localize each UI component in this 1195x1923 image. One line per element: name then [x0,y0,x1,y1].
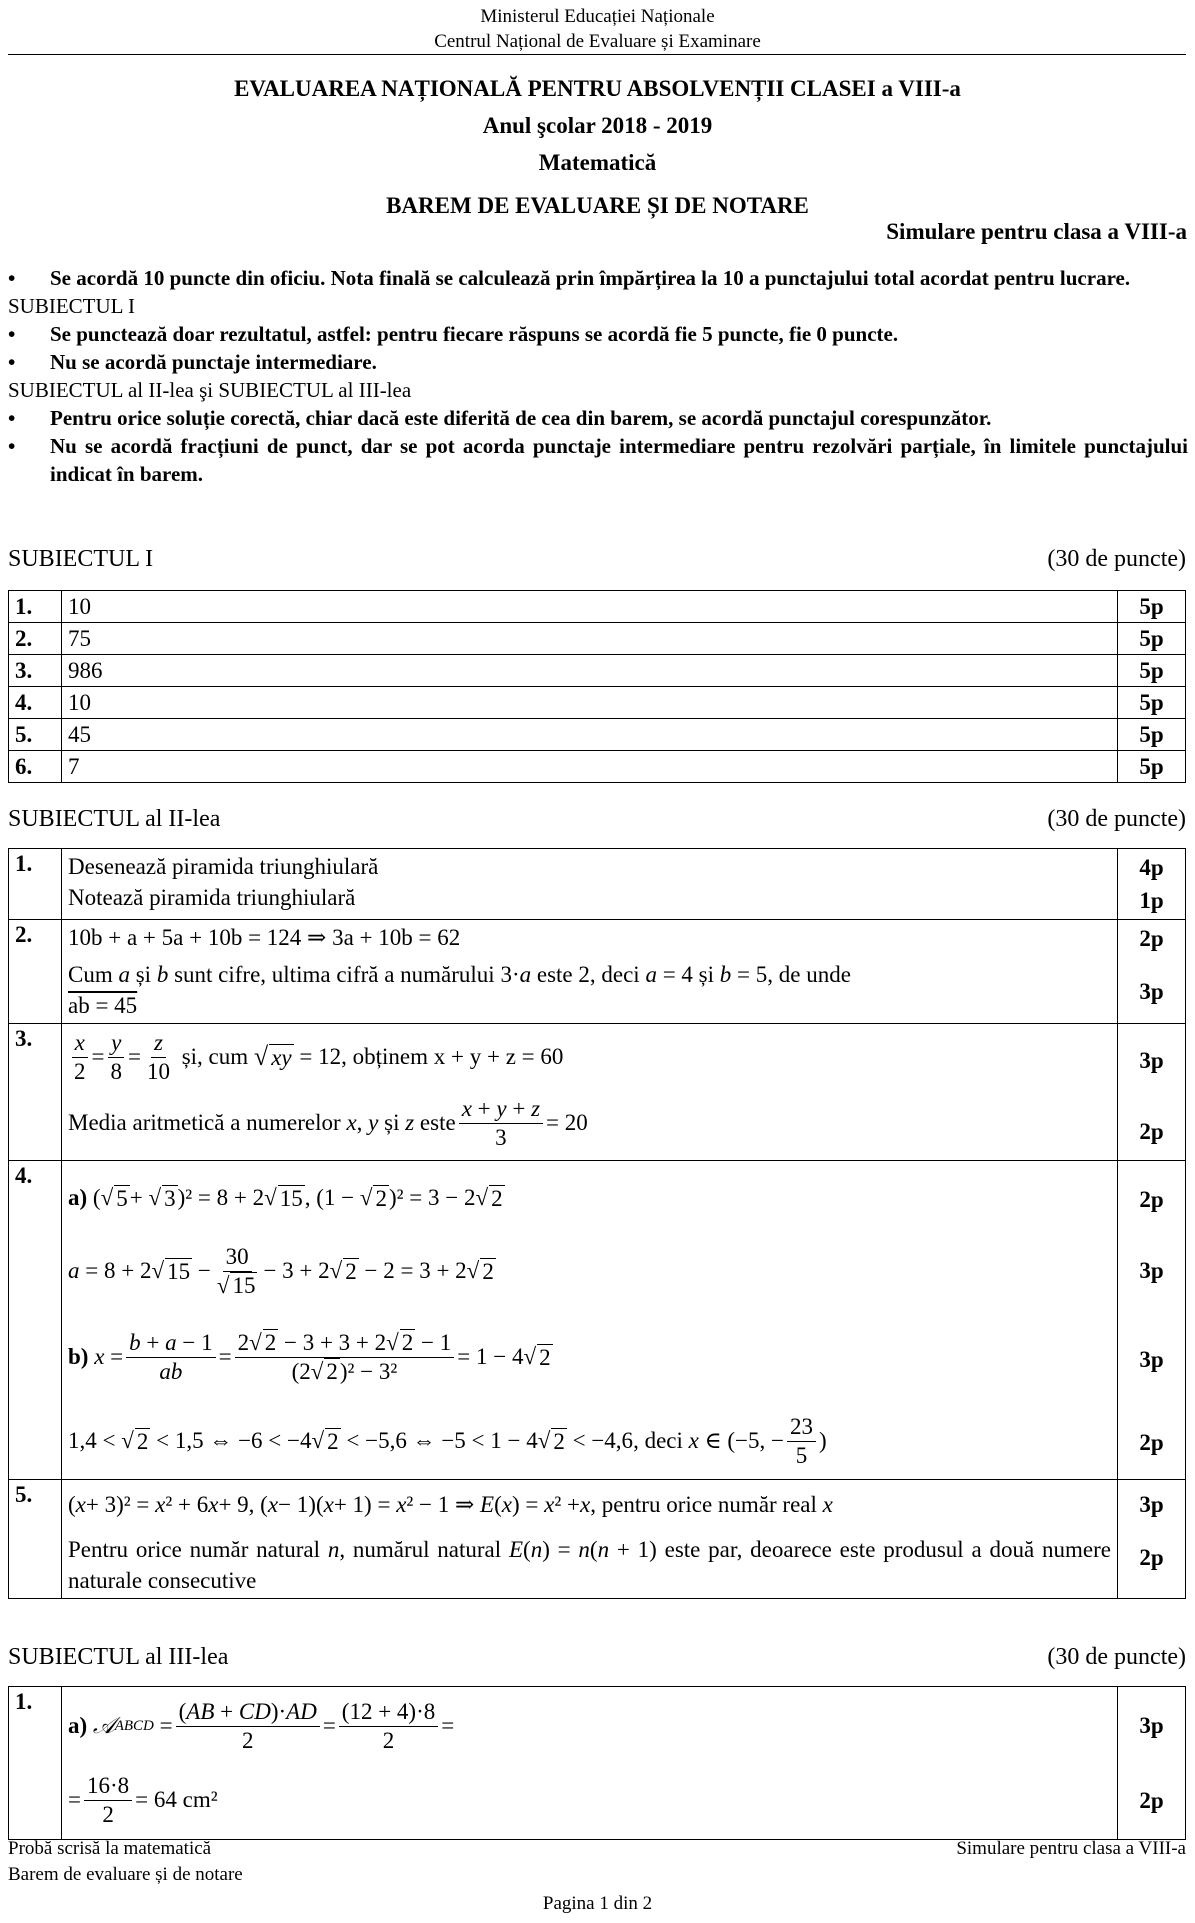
section-title: SUBIECTUL al III-lea [8,1644,229,1670]
item-number: 2. [9,623,62,655]
barem-title: BAREM DE EVALUARE ȘI DE NOTARE [386,193,809,218]
solution-line: b) x = $\frac{b + a - 1}{ab}$ = $\frac{2√ 2 - 3 + 3 + 2√ 2 - 1}{\text{(2√ 2)² − 3²}}$ = 1 − 4√ 2 [68,1329,551,1384]
item-number: 5. [9,719,62,751]
item-solution [62,920,1118,1024]
item-answer: 986 [62,655,1118,687]
item-points [1118,849,1186,920]
points-value: 3p [1139,979,1164,1004]
section3-table [8,1686,1186,1840]
center-name: Centrul Național de Evaluare și Examinare [434,31,761,52]
section-title: SUBIECTUL al II-lea [8,806,221,832]
solution-line: a) 𝒜 ABCD = $\frac{(AB + CD)\cdot AD}{2}$ = $\frac{(12 + 4)\cdot 8}{2}$ = [68,1698,455,1753]
item-points: 5p [1118,623,1186,655]
item-solution [62,849,1118,920]
section2-heading [8,806,1186,833]
page-footer [8,1836,1186,1888]
points-value: 2p [1139,1545,1164,1570]
item-points: 5p [1118,719,1186,751]
section-points: (30 de puncte) [1047,806,1186,832]
points-value: 2p [1139,1187,1164,1212]
section-points: (30 de puncte) [1047,1644,1186,1670]
item-points [1118,1480,1186,1599]
footer-exam: Probă scrisă la matematică [8,1838,212,1859]
points-value: 3p [1139,1048,1164,1073]
item-solution [62,1480,1118,1599]
instructions [8,264,1188,488]
item-number: 4. [9,687,62,719]
item-answer: 75 [62,623,1118,655]
solution-line: a = 8 + 2√ 15 − $\frac{30}{√ 15}$ − 3 + 2√ 2 − 2 = 3 + 2√ 2 [68,1243,494,1298]
item-number: 1. [9,849,62,920]
section1-table [8,590,1186,783]
footer-barem: Barem de evaluare și de notare [8,1864,243,1885]
item-number: 1. [9,591,62,623]
table-row [9,1161,1186,1480]
item-number: 6. [9,751,62,783]
page-number: Pagina 1 din 2 [542,1893,653,1914]
item-solution [62,1161,1118,1480]
points-value: 2p [1139,1119,1164,1144]
item-solution [62,1687,1118,1840]
solution-line: Cum a și b sunt cifre, ultima cifră a numărului 3·a este 2, deci a = 4 și b = 5, de unde [68,962,851,987]
footer-simulation: Simulare pentru clasa a VIII-a [956,1838,1186,1859]
table-row [9,655,1186,687]
solution-equation: 10b + a + 5a + 10b = 124 ⇒ 3a + 10b = 62 [68,925,461,950]
instruction-bullet: • Nu se acordă fracțiuni de punct, dar se pot acorda punctaje intermediare pentru rezolvări parțiale, în limitele punctajului indicat în barem. [8,432,1188,488]
item-answer: 7 [62,751,1118,783]
simulation-label: Simulare pentru clasa a VIII-a [886,219,1187,244]
section3-heading [8,1644,1186,1671]
points-value: 3p [1139,1492,1164,1517]
table-row [9,591,1186,623]
points-value: 2p [1139,926,1164,951]
solution-line: Notează piramida triunghiulară [68,885,356,910]
instruction-section-label: SUBIECTUL al II-lea şi SUBIECTUL al III-lea [8,378,412,402]
item-points [1118,1687,1186,1840]
school-year: Anul şcolar 2018 - 2019 [482,113,713,138]
solution-line: Media aritmetică a numerelor x , y și z este $\frac{x + y + z}{3}$ = 20 [68,1095,588,1150]
section1-heading [8,546,1186,573]
points-value: 1p [1139,888,1164,913]
section2-table [8,848,1186,1599]
instruction-bullet: • Nu se acordă punctaje intermediare. [8,348,1188,376]
header-rule [8,54,1186,55]
page-header [0,4,1195,54]
points-value: 2p [1139,1430,1164,1455]
solution-line: Desenează piramida triunghiulară [68,854,379,879]
table-row [9,687,1186,719]
document-titles [0,70,1195,224]
instruction-bullet: • Se punctează doar rezultatul, astfel: pentru fiecare răspuns se acordă fie 5 puncte, fie 0 puncte. [8,320,1188,348]
ministry-name: Ministerul Educației Naționale [480,6,715,27]
item-number: 1. [9,1687,62,1840]
table-row [9,849,1186,920]
item-points: 5p [1118,687,1186,719]
item-answer: 45 [62,719,1118,751]
points-value: 3p [1139,1258,1164,1283]
instruction-bullet: • Se acordă 10 puncte din oficiu. Nota finală se calculează prin împărțirea la 10 a punctajului total acordat pentru lucrare. [8,264,1188,292]
solution-line: 1,4 < √ 2 < 1,5 ⇔ −6 < −4√ 2 < −5,6 ⇔ −5 < 1 − 4√ 2 < −4,6 , deci x ∈ (−5, − $\frac{23}{5}$ ) [68,1413,827,1468]
item-answer: 10 [62,687,1118,719]
item-points [1118,1161,1186,1480]
table-row [9,719,1186,751]
item-answer: 10 [62,591,1118,623]
instruction-section-label: SUBIECTUL I [8,294,135,318]
section-title: SUBIECTUL I [8,546,154,572]
solution-line: ( x + 3)² = x ² + 6 x + 9, ( x − 1)( x + 1) = x ² − 1 ⇒ E ( x ) = x ² + x , pentru orice număr real x [68,1492,833,1517]
item-number: 4. [9,1161,62,1480]
table-row [9,751,1186,783]
solution-line: a) (√ 5 + √ 3 )² = 8 + 2√ 15 , (1 − √ 2 )² = 3 − 2√ 2 [68,1185,503,1211]
instruction-bullet: • Pentru orice soluție corectă, chiar dacă este diferită de cea din barem, se acordă punctajul corespunzător. [8,404,1188,432]
points-value: 3p [1139,1347,1164,1372]
exam-title: EVALUAREA NAȚIONALĂ PENTRU ABSOLVENȚII CLASEI a VIII-a [234,76,961,101]
solution-line: Pentru orice număr natural n, numărul natural E(n) = n(n + 1) este par, deoarece este produsul a două numere naturale consecutive [68,1537,1111,1593]
table-row [9,623,1186,655]
table-row [9,1480,1186,1599]
solution-line: = $\frac{16\cdot 8}{2}$ = 64 cm² [68,1772,218,1827]
solution-conclusion: ab = 45 [68,993,138,1018]
item-points: 5p [1118,591,1186,623]
item-number: 3. [9,655,62,687]
item-points [1118,920,1186,1024]
item-number: 3. [9,1024,62,1161]
item-number: 5. [9,1480,62,1599]
solution-line: $\frac{x}{2}$ = $\frac{y}{8}$ = $\frac{z}{10}$ și, cum √ xy = 12 , obținem x + y + z = 60 [68,1026,1111,1088]
item-solution [62,1024,1118,1161]
item-points: 5p [1118,655,1186,687]
table-row [9,1024,1186,1161]
table-row [9,920,1186,1024]
table-row [9,1687,1186,1840]
item-points [1118,1024,1186,1161]
subject-name: Matematică [538,150,657,175]
points-value: 2p [1139,1788,1164,1813]
item-points: 5p [1118,751,1186,783]
item-number: 2. [9,920,62,1024]
points-value: 3p [1139,1713,1164,1738]
points-value: 4p [1139,855,1164,880]
section-points: (30 de puncte) [1047,546,1186,572]
